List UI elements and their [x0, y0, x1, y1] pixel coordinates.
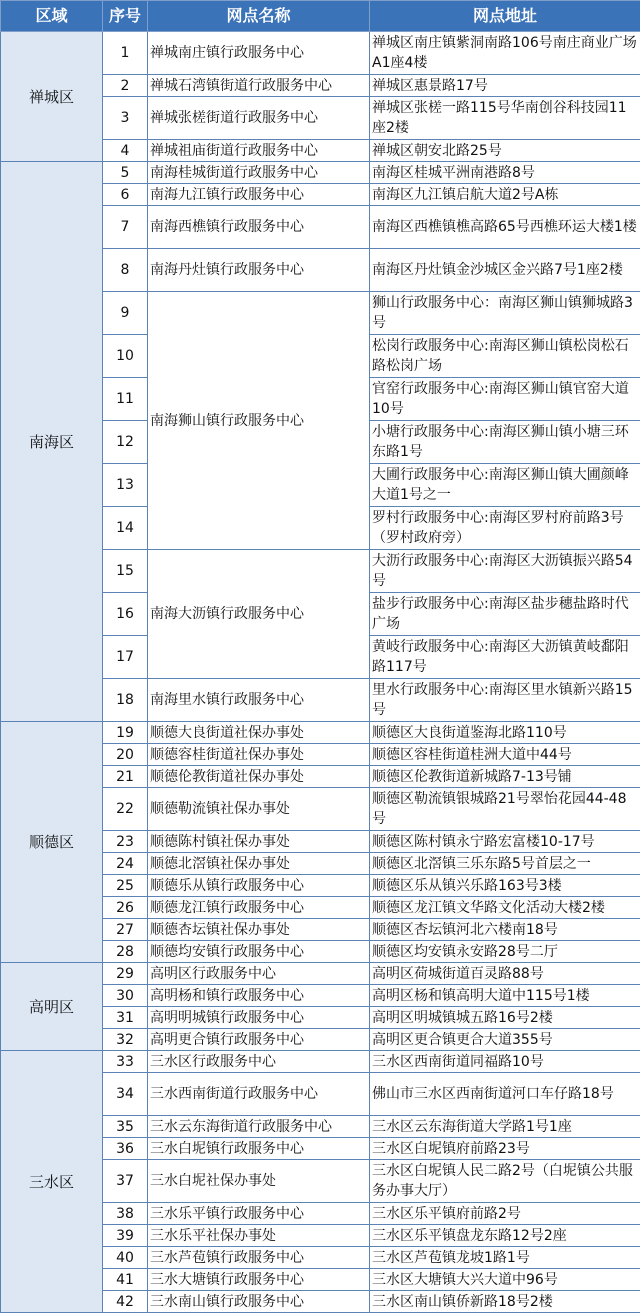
header-address: 网点地址 — [370, 1, 640, 32]
row-num: 2 — [103, 75, 148, 97]
row-num: 21 — [103, 766, 148, 788]
table-row — [1, 32, 640, 75]
row-num: 36 — [103, 1138, 148, 1160]
row-num: 29 — [103, 963, 148, 985]
outlet-name: 南海西樵镇行政服务中心 — [148, 206, 370, 249]
outlet-name: 顺德陈村镇社保办事处 — [148, 831, 370, 853]
row-num: 12 — [103, 421, 148, 464]
outlet-name: 顺德勒流镇社保办事处 — [148, 788, 370, 831]
outlet-name: 三水白坭镇行政服务中心 — [148, 1138, 370, 1160]
outlet-address: 禅城区南庄镇紫洞南路106号南庄商业广场A1座4楼 — [370, 32, 640, 75]
outlet-name: 禅城祖庙街道行政服务中心 — [148, 140, 370, 162]
row-num: 34 — [103, 1073, 148, 1116]
outlet-name: 顺德伦教街道社保办事处 — [148, 766, 370, 788]
row-num: 28 — [103, 941, 148, 963]
outlet-address: 禅城区惠景路17号 — [370, 75, 640, 97]
row-num: 32 — [103, 1029, 148, 1051]
outlet-address: 顺德区均安镇永安路28号二厅 — [370, 941, 640, 963]
row-num: 14 — [103, 507, 148, 550]
row-num: 18 — [103, 679, 148, 722]
row-num: 38 — [103, 1203, 148, 1225]
row-num: 25 — [103, 875, 148, 897]
region-cell-shunde: 顺德区 — [1, 722, 103, 963]
row-num: 33 — [103, 1051, 148, 1073]
outlet-name: 高明区行政服务中心 — [148, 963, 370, 985]
region-cell-nanhai: 南海区 — [1, 162, 103, 722]
row-num: 42 — [103, 1291, 148, 1313]
outlet-address: 南海区丹灶镇金沙城区金兴路7号1座2楼 — [370, 249, 640, 292]
outlet-address: 顺德区龙江镇文华路文化活动大楼2楼 — [370, 897, 640, 919]
outlet-address: 顺德区伦教街道新城路7-13号铺 — [370, 766, 640, 788]
outlet-name: 高明更合镇行政服务中心 — [148, 1029, 370, 1051]
outlet-address: 三水区南山镇侨新路18号2楼 — [370, 1291, 640, 1313]
outlet-name: 顺德乐从镇行政服务中心 — [148, 875, 370, 897]
row-num: 4 — [103, 140, 148, 162]
table-row — [1, 1051, 640, 1073]
row-num: 13 — [103, 464, 148, 507]
outlet-name: 顺德容桂街道社保办事处 — [148, 744, 370, 766]
outlet-name: 三水西南街道行政服务中心 — [148, 1073, 370, 1116]
outlet-name: 南海桂城街道行政服务中心 — [148, 162, 370, 184]
row-num: 23 — [103, 831, 148, 853]
row-num: 27 — [103, 919, 148, 941]
outlet-address: 黄岐行政服务中心:南海区大沥镇黄岐鄱阳路117号 — [370, 636, 640, 679]
outlet-address: 南海区西樵镇樵高路65号西樵环运大楼1楼 — [370, 206, 640, 249]
outlet-name: 禅城南庄镇行政服务中心 — [148, 32, 370, 75]
outlet-name: 顺德大良街道社保办事处 — [148, 722, 370, 744]
row-num: 11 — [103, 378, 148, 421]
row-num: 20 — [103, 744, 148, 766]
outlet-name: 南海狮山镇行政服务中心 — [148, 292, 370, 550]
row-num: 10 — [103, 335, 148, 378]
row-num: 41 — [103, 1269, 148, 1291]
row-num: 17 — [103, 636, 148, 679]
table-header-row — [1, 1, 640, 32]
row-num: 39 — [103, 1225, 148, 1247]
row-num: 8 — [103, 249, 148, 292]
outlet-name: 顺德北滘镇社保办事处 — [148, 853, 370, 875]
row-num: 31 — [103, 1007, 148, 1029]
outlet-address: 三水区芦苞镇龙坡1路1号 — [370, 1247, 640, 1269]
outlet-address: 大沥行政服务中心:南海区大沥镇振兴路54号 — [370, 550, 640, 593]
row-num: 5 — [103, 162, 148, 184]
outlet-name: 南海九江镇行政服务中心 — [148, 184, 370, 206]
outlet-address: 小塘行政服务中心:南海区狮山镇小塘三环东路1号 — [370, 421, 640, 464]
row-num: 37 — [103, 1160, 148, 1203]
header-region: 区域 — [1, 1, 103, 32]
outlet-address: 三水区白坭镇府前路23号 — [370, 1138, 640, 1160]
outlet-address: 三水区云东海街道大学路1号1座 — [370, 1116, 640, 1138]
outlet-name: 三水云东海街道行政服务中心 — [148, 1116, 370, 1138]
row-num: 30 — [103, 985, 148, 1007]
outlet-address: 南海区桂城平洲南港路8号 — [370, 162, 640, 184]
outlet-address: 顺德区北滘镇三乐东路5号首层之一 — [370, 853, 640, 875]
header-num: 序号 — [103, 1, 148, 32]
outlet-name: 三水南山镇行政服务中心 — [148, 1291, 370, 1313]
outlet-address: 盐步行政服务中心:南海区盐步穗盐路时代广场 — [370, 593, 640, 636]
outlet-address: 高明区杨和镇高明大道中115号1楼 — [370, 985, 640, 1007]
outlet-name: 南海里水镇行政服务中心 — [148, 679, 370, 722]
outlet-address: 顺德区容桂街道桂洲大道中44号 — [370, 744, 640, 766]
outlet-name: 顺德杏坛镇社保办事处 — [148, 919, 370, 941]
region-cell-gaoming: 高明区 — [1, 963, 103, 1051]
outlet-address: 狮山行政服务中心：南海区狮山镇狮城路3号 — [370, 292, 640, 335]
region-cell-sanshui: 三水区 — [1, 1051, 103, 1313]
table-row — [1, 963, 640, 985]
outlet-name: 顺德龙江镇行政服务中心 — [148, 897, 370, 919]
outlet-address: 顺德区乐从镇兴乐路163号3楼 — [370, 875, 640, 897]
row-num: 22 — [103, 788, 148, 831]
outlet-address: 官窑行政服务中心:南海区狮山镇官窑大道10号 — [370, 378, 640, 421]
outlet-address: 松岗行政服务中心:南海区狮山镇松岗松石路松岗广场 — [370, 335, 640, 378]
outlet-name: 三水区行政服务中心 — [148, 1051, 370, 1073]
row-num: 24 — [103, 853, 148, 875]
outlet-address: 顺德区杏坛镇河北六楼南18号 — [370, 919, 640, 941]
outlet-address: 三水区乐平镇府前路2号 — [370, 1203, 640, 1225]
outlet-address: 里水行政服务中心:南海区里水镇新兴路15号 — [370, 679, 640, 722]
outlet-name: 三水大塘镇行政服务中心 — [148, 1269, 370, 1291]
outlet-name: 禅城张槎街道行政服务中心 — [148, 97, 370, 140]
outlet-address: 高明区荷城街道百灵路88号 — [370, 963, 640, 985]
outlet-address: 三水区西南街道同福路10号 — [370, 1051, 640, 1073]
row-num: 7 — [103, 206, 148, 249]
region-cell-chancheng: 禅城区 — [1, 32, 103, 162]
outlet-name: 顺德均安镇行政服务中心 — [148, 941, 370, 963]
outlet-address: 顺德区大良街道鉴海北路110号 — [370, 722, 640, 744]
outlet-address: 顺德区勒流镇银城路21号翠怡花园44-48号 — [370, 788, 640, 831]
outlet-address: 禅城区张槎一路115号华南创谷科技园11座2楼 — [370, 97, 640, 140]
row-num: 40 — [103, 1247, 148, 1269]
outlet-name: 三水乐平社保办事处 — [148, 1225, 370, 1247]
outlet-address: 三水区白坭镇人民二路2号（白坭镇公共服务办事大厅） — [370, 1160, 640, 1203]
outlet-name: 三水白坭社保办事处 — [148, 1160, 370, 1203]
row-num: 35 — [103, 1116, 148, 1138]
row-num: 9 — [103, 292, 148, 335]
outlet-address: 南海区九江镇启航大道2号A栋 — [370, 184, 640, 206]
row-num: 19 — [103, 722, 148, 744]
table-row — [1, 162, 640, 184]
row-num: 6 — [103, 184, 148, 206]
outlet-address: 禅城区朝安北路25号 — [370, 140, 640, 162]
outlet-name: 高明明城镇行政服务中心 — [148, 1007, 370, 1029]
outlet-name: 三水乐平镇行政服务中心 — [148, 1203, 370, 1225]
outlet-name: 三水芦苞镇行政服务中心 — [148, 1247, 370, 1269]
outlet-address: 三水区乐平镇盘龙东路12号2座 — [370, 1225, 640, 1247]
outlet-address: 高明区更合镇更合大道355号 — [370, 1029, 640, 1051]
outlet-name: 南海大沥镇行政服务中心 — [148, 550, 370, 679]
outlet-name: 高明杨和镇行政服务中心 — [148, 985, 370, 1007]
row-num: 15 — [103, 550, 148, 593]
row-num: 1 — [103, 32, 148, 75]
outlet-address: 大圃行政服务中心:南海区狮山镇大圃颜峰大道1号之一 — [370, 464, 640, 507]
outlet-name: 禅城石湾镇街道行政服务中心 — [148, 75, 370, 97]
outlet-name: 南海丹灶镇行政服务中心 — [148, 249, 370, 292]
row-num: 3 — [103, 97, 148, 140]
row-num: 16 — [103, 593, 148, 636]
outlet-address: 顺德区陈村镇永宁路宏富楼10-17号 — [370, 831, 640, 853]
outlet-address: 高明区明城镇城五路16号2楼 — [370, 1007, 640, 1029]
header-name: 网点名称 — [148, 1, 370, 32]
row-num: 26 — [103, 897, 148, 919]
table-row — [1, 722, 640, 744]
outlet-address: 罗村行政服务中心:南海区罗村府前路3号（罗村政府旁） — [370, 507, 640, 550]
outlet-address: 佛山市三水区西南街道河口车仔路18号 — [370, 1073, 640, 1116]
outlet-address: 三水区大塘镇大兴大道中96号 — [370, 1269, 640, 1291]
